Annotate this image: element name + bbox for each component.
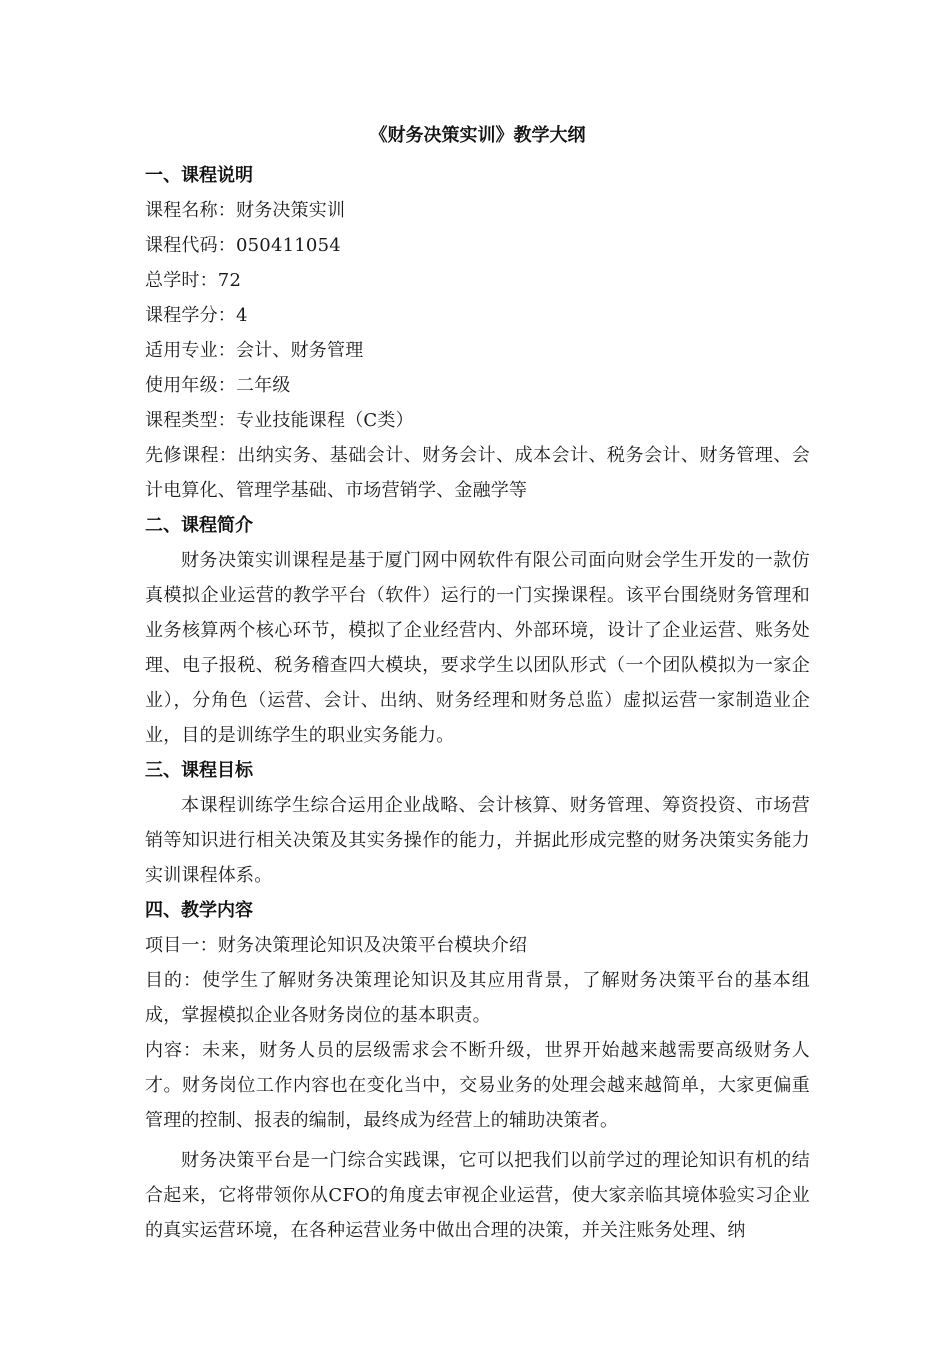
project-one-content: 内容：未来，财务人员的层级需求会不断升级，世界开始越来越需要高级财务人才。财务岗位工作内容也在变化当中，交易业务的处理会越来越简单，大家更偏重管理的控制、报表的编制，最终成为经营上的辅助决策者。: [145, 1040, 810, 1131]
applicable-grade: 使用年级：二年级: [145, 375, 291, 396]
total-hours: 总学时：72: [145, 270, 242, 291]
section-heading-teaching-content: 四、教学内容: [145, 900, 253, 921]
applicable-majors: 适用专业：会计、财务管理: [145, 340, 364, 361]
platform-paragraph: 财务决策平台是一门综合实践课，它可以把我们以前学过的理论知识有机的结合起来，它将带领你从CFO的角度去审视企业运营，使大家亲临其境体验实习企业的真实运营环境，在各种运营业务中做出合理的决策，并关注账务处理、纳: [145, 1150, 810, 1241]
course-objectives-paragraph: 本课程训练学生综合运用企业战略、会计核算、财务管理、筹资投资、市场营销等知识进行相关决策及其实务操作的能力，并据此形成完整的财务决策实务能力实训课程体系。: [145, 795, 810, 886]
section-heading-course-intro: 二、课程简介: [145, 515, 253, 536]
course-intro-paragraph: 财务决策实训课程是基于厦门网中网软件有限公司面向财会学生开发的一款仿真模拟企业运营的教学平台（软件）运行的一门实操课程。该平台围绕财务管理和业务核算两个核心环节，模拟了企业经营内、外部环境，设计了企业运营、账务处理、电子报税、税务稽查四大模块，要求学生以团队形式（一个团队模拟为一家企业），分角色（运营、会计、出纳、财务经理和财务总监）虚拟运营一家制造业企业，目的是训练学生的职业实务能力。: [145, 550, 810, 746]
document-title: 《财务决策实训》教学大纲: [369, 125, 586, 146]
course-name: 课程名称：财务决策实训: [145, 200, 346, 221]
project-one-title: 项目一：财务决策理论知识及决策平台模块介绍: [145, 935, 528, 956]
section-heading-course-objectives: 三、课程目标: [145, 760, 253, 781]
course-code: 课程代码：050411054: [145, 235, 341, 256]
prerequisite-courses: 先修课程：出纳实务、基础会计、财务会计、成本会计、税务会计、财务管理、会计电算化、管理学基础、市场营销学、金融学等: [145, 445, 810, 501]
project-one-purpose: 目的：使学生了解财务决策理论知识及其应用背景，了解财务决策平台的基本组成，掌握模拟企业各财务岗位的基本职责。: [145, 970, 810, 1026]
document-body: [145, 124, 810, 1248]
course-credits: 课程学分：4: [145, 305, 248, 326]
course-type: 课程类型：专业技能课程（C类）: [145, 410, 414, 431]
section-heading-course-description: 一、课程说明: [145, 165, 253, 186]
